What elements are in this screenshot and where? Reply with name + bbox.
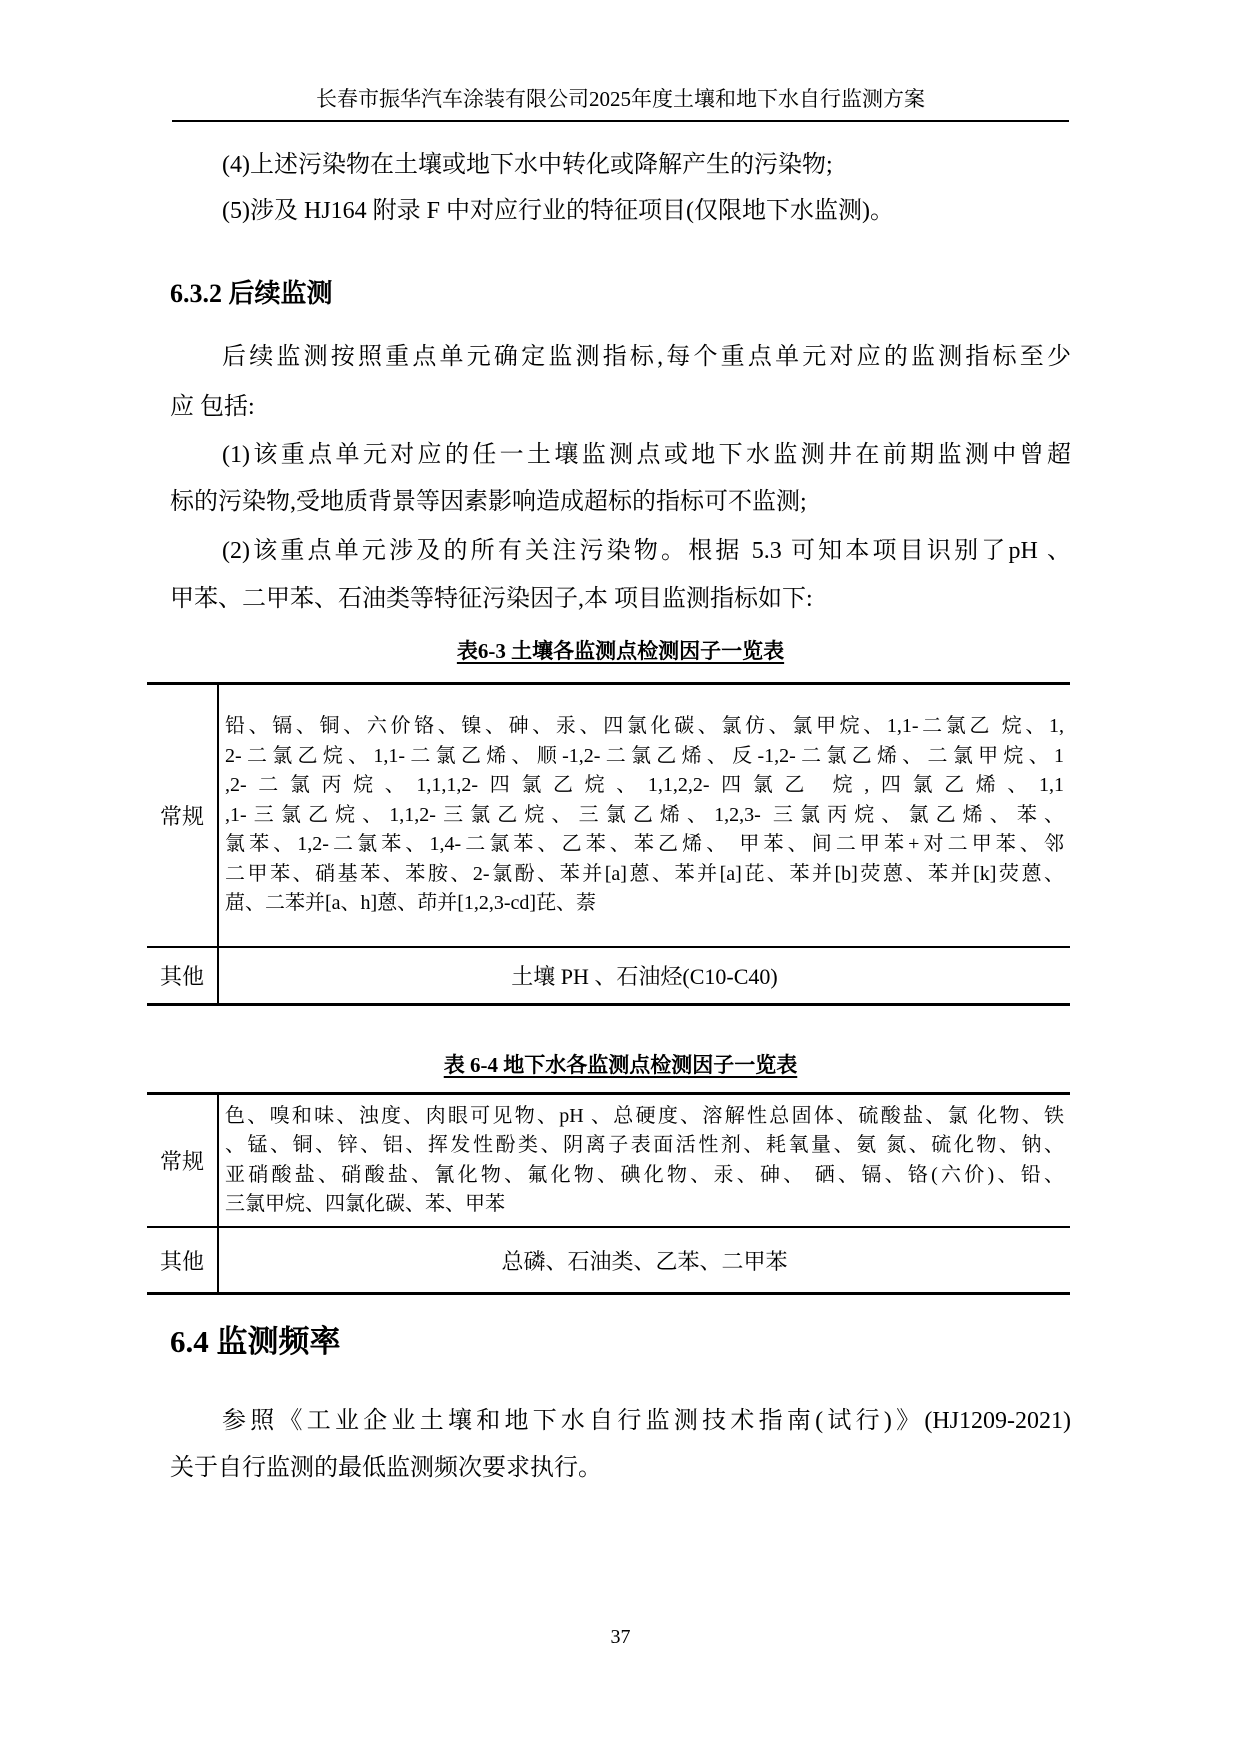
row-label: 其他 bbox=[147, 1228, 219, 1292]
table-6-3-title bbox=[0, 638, 1241, 664]
list-item-5: (5)涉及 HJ164 附录 F 中对应行业的特征项目(仅限地下水监测)。 bbox=[222, 198, 894, 224]
heading-6-3-2: 6.3.2 后续监测 bbox=[170, 279, 333, 308]
paragraph-line: 标的污染物,受地质背景等因素影响造成超标的指标可不监测; bbox=[170, 489, 807, 515]
paragraph-line: (2)该重点单元涉及的所有关注污染物。根据 5.3 可知本项目识别了pH 、 bbox=[222, 538, 1071, 564]
row-label: 其他 bbox=[147, 948, 219, 1003]
row-label: 常规 bbox=[147, 1095, 219, 1226]
table-cell-line: 二甲苯、硝基苯、苯胺、2-氯酚、苯并[a]蒽、苯并[a]芘、苯并[b]荧蒽、苯并[k]荧蒽、 bbox=[225, 862, 1064, 885]
table-cell-line: 氯苯、1,2-二氯苯、1,4-二氯苯、乙苯、苯乙烯、 甲苯、间二甲苯+对二甲苯、邻 bbox=[225, 833, 1064, 856]
row-content bbox=[219, 685, 1070, 946]
paragraph-line: (1)该重点单元对应的任一土壤监测点或地下水监测井在前期监测中曾超 bbox=[222, 442, 1071, 468]
table-row bbox=[147, 946, 1070, 1003]
paragraph-line: 后续监测按照重点单元确定监测指标,每个重点单元对应的监测指标至少 bbox=[222, 344, 1071, 370]
table-6-4-title bbox=[0, 1052, 1241, 1078]
header-rule bbox=[172, 120, 1069, 122]
row-content bbox=[219, 1095, 1070, 1226]
table-6-4-title-text: 表 6-4 地下水各监测点检测因子一览表 bbox=[443, 1053, 798, 1077]
row-content: 土壤 PH 、石油烃(C10-C40) bbox=[511, 964, 778, 989]
page-number: 37 bbox=[610, 1626, 631, 1648]
heading-6-4: 6.4 监测频率 bbox=[170, 1324, 341, 1359]
table-cell-line: 、锰、铜、锌、铝、挥发性酚类、阴离子表面活性剂、耗氧量、氨 氮、硫化物、钠、 bbox=[225, 1134, 1064, 1156]
table-cell-line: 䓛、二苯并[a、h]蒽、茚并[1,2,3-cd]芘、萘 bbox=[225, 892, 597, 915]
table-cell-line: 色、嗅和味、浊度、肉眼可见物、pH 、总硬度、溶解性总固体、硫酸盐、氯 化物、铁 bbox=[225, 1104, 1064, 1127]
row-content: 总磷、石油类、乙苯、二甲苯 bbox=[501, 1248, 788, 1274]
table-row bbox=[147, 1226, 1070, 1292]
table-cell-line: 2-二氯乙烷、1,1-二氯乙烯、顺-1,2-二氯乙烯、反-1,2-二氯乙烯、二氯甲烷、1 bbox=[225, 744, 1064, 767]
paragraph-line: 甲苯、二甲苯、石油类等特征污染因子,本 项目监测指标如下: bbox=[170, 586, 813, 612]
table-cell-line: ,2-二氯丙烷、1,1,1,2-四氯乙烷、1,1,2,2-四氯乙 烷,四氯乙烯、1,1 bbox=[225, 774, 1064, 797]
paragraph-line: 关于自行监测的最低监测频次要求执行。 bbox=[170, 1455, 602, 1481]
table-6-3 bbox=[147, 682, 1070, 1006]
paragraph-line: 参照《工业企业土壤和地下水自行监测技术指南(试行)》(HJ1209-2021) bbox=[222, 1408, 1071, 1434]
table-cell-line: ,1-三氯乙烷、1,1,2-三氯乙烷、三氯乙烯、1,2,3- 三氯丙烷、氯乙烯、苯、 bbox=[225, 803, 1064, 826]
table-cell-line: 三氯甲烷、四氯化碳、苯、甲苯 bbox=[225, 1193, 505, 1215]
page-header-title: 长春市振华汽车涂装有限公司2025年度土壤和地下水自行监测方案 bbox=[316, 87, 925, 111]
table-row bbox=[147, 1095, 1070, 1226]
table-6-3-title-text: 表6-3 土壤各监测点检测因子一览表 bbox=[456, 639, 785, 663]
table-cell-line: 亚硝酸盐、硝酸盐、氰化物、氟化物、碘化物、汞、砷、 硒、镉、铬(六价)、铅、 bbox=[225, 1163, 1064, 1186]
row-label: 常规 bbox=[147, 685, 219, 946]
paragraph-line: 应 包括: bbox=[170, 394, 255, 420]
table-cell-line: 铅、镉、铜、六价铬、镍、砷、汞、四氯化碳、氯仿、氯甲烷、1,1-二氯乙 烷、1, bbox=[225, 715, 1064, 738]
table-6-4 bbox=[147, 1092, 1070, 1295]
table-row bbox=[147, 685, 1070, 946]
list-item-4: (4)上述污染物在土壤或地下水中转化或降解产生的污染物; bbox=[222, 152, 833, 178]
